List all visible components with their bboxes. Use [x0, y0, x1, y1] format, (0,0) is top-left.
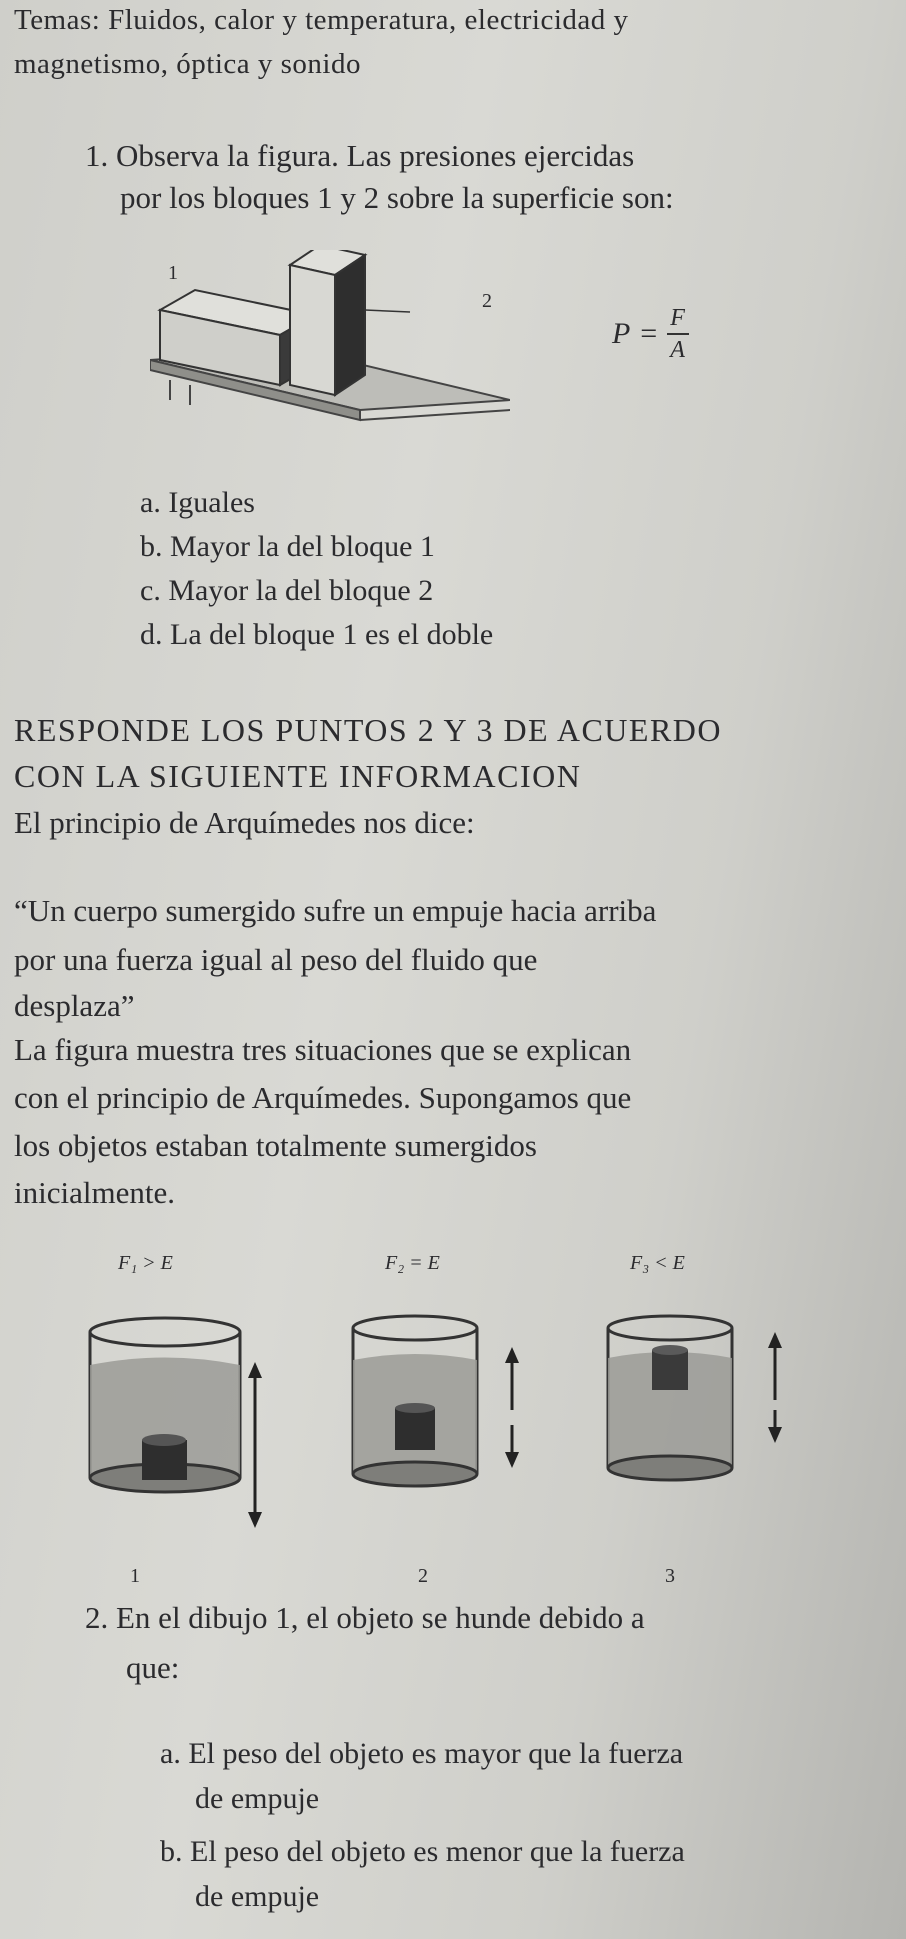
fraction-bar — [667, 333, 689, 335]
pressure-formula — [612, 305, 689, 364]
formula-lhs: P — [612, 317, 631, 351]
caption-beaker-1: F₁ > E — [118, 1252, 173, 1274]
q1-prompt-line-2: por los bloques 1 y 2 sobre la superficie son: — [120, 180, 674, 215]
q2-option-b-line-2[interactable]: de empuje — [195, 1880, 320, 1913]
beaker-number-2: 2 — [418, 1565, 428, 1587]
description-line-1: La figura muestra tres situaciones que se explican — [14, 1032, 632, 1067]
beaker-number-1: 1 — [130, 1565, 140, 1587]
q1-option-d[interactable]: d. La del bloque 1 es el doble — [140, 618, 494, 651]
header-line-1: Temas: Fluidos, calor y temperatura, electricidad y — [14, 4, 629, 36]
beaker-1 — [90, 1318, 240, 1492]
archimedes-intro: El principio de Arquímedes nos dice: — [14, 805, 475, 840]
formula-fraction — [667, 305, 689, 364]
formula-denominator: A — [670, 337, 685, 364]
formula-equals: = — [638, 317, 659, 351]
beakers-figure — [80, 1250, 800, 1580]
beaker-3 — [608, 1316, 732, 1480]
quote-line-1: “Un cuerpo sumergido sufre un empuje hacia arriba — [14, 893, 657, 928]
beaker-2-arrows — [505, 1347, 519, 1468]
q2-option-a-line-1[interactable]: a. El peso del objeto es mayor que la fuerza — [160, 1737, 684, 1770]
blocks-figure — [150, 250, 510, 460]
q2-option-a-line-2[interactable]: de empuje — [195, 1782, 320, 1815]
quote-line-3: desplaza” — [14, 988, 135, 1023]
description-line-2: con el principio de Arquímedes. Supongamos que — [14, 1080, 632, 1115]
header-line-2: magnetismo, óptica y sonido — [14, 48, 361, 80]
q1-prompt-line-1: 1. Observa la figura. Las presiones ejercidas — [85, 138, 635, 173]
q1-option-a[interactable]: a. Iguales — [140, 486, 255, 519]
beaker-2 — [353, 1316, 477, 1486]
q2-prompt-line-1: 2. En el dibujo 1, el objeto se hunde debido a — [85, 1600, 645, 1635]
q2-option-b-line-1[interactable]: b. El peso del objeto es menor que la fuerza — [160, 1835, 685, 1868]
description-line-4: inicialmente. — [14, 1175, 175, 1210]
formula-numerator: F — [670, 305, 685, 331]
section-heading-line-1: RESPONDE LOS PUNTOS 2 Y 3 DE ACUERDO — [14, 712, 722, 748]
caption-beaker-3: F₃ < E — [630, 1252, 685, 1274]
q2-prompt-line-2: que: — [126, 1650, 180, 1685]
caption-beaker-2: F₂ = E — [385, 1252, 440, 1274]
beaker-3-arrows — [768, 1332, 782, 1443]
q1-option-c[interactable]: c. Mayor la del bloque 2 — [140, 574, 434, 607]
beaker-1-arrows — [248, 1362, 262, 1528]
block-1-label: 1 — [168, 262, 178, 284]
section-heading-line-2: CON LA SIGUIENTE INFORMACION — [14, 758, 582, 794]
quote-line-2: por una fuerza igual al peso del fluido que — [14, 942, 538, 977]
beaker-number-3: 3 — [665, 1565, 675, 1587]
block-2-label: 2 — [482, 290, 492, 312]
description-line-3: los objetos estaban totalmente sumergidos — [14, 1128, 537, 1163]
q1-option-b[interactable]: b. Mayor la del bloque 1 — [140, 530, 435, 563]
